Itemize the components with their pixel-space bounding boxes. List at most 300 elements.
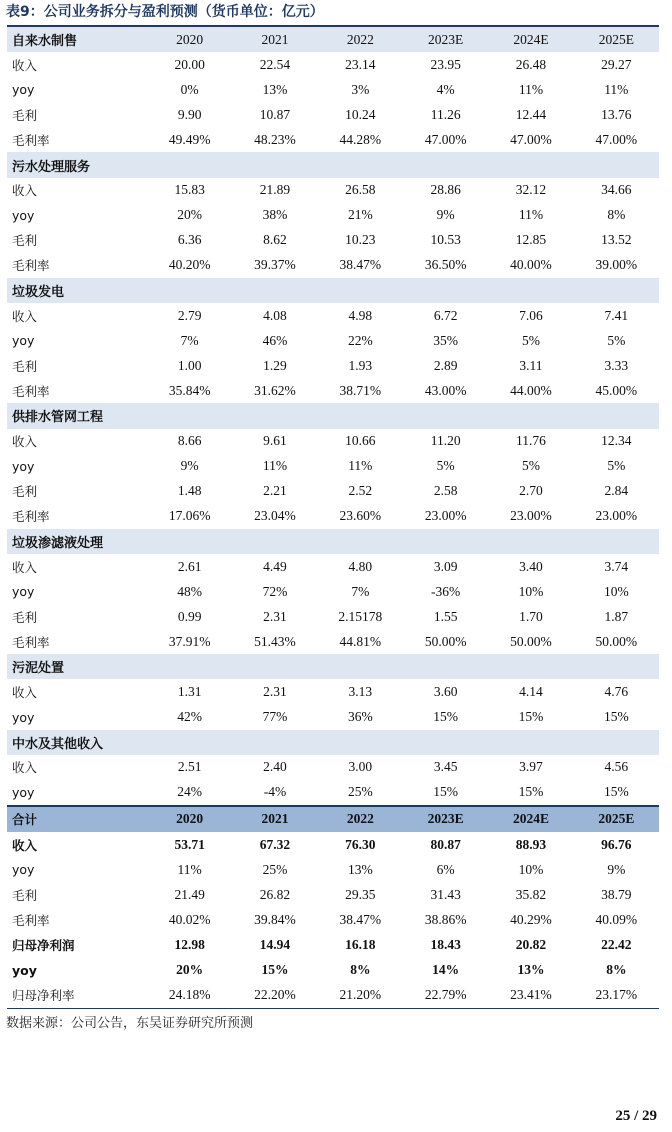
table-row: [7, 102, 659, 127]
table-row: [7, 705, 659, 730]
row-value: 21.20%: [318, 983, 403, 1009]
row-value: 23.00%: [424, 508, 467, 524]
row-label: 收入: [12, 837, 38, 853]
row-value: 15%: [603, 709, 629, 725]
row-value: 15%: [518, 784, 544, 800]
row-value: -4%: [263, 784, 287, 800]
row-value: 38.79: [601, 886, 632, 902]
row-value: 23.00%: [595, 508, 638, 524]
row-value: 34.66: [601, 182, 632, 198]
row-label: 毛利: [12, 358, 38, 374]
row-label: yoy: [12, 784, 35, 800]
year-header: 2025E: [574, 27, 659, 52]
row-value: 38.86%: [424, 911, 467, 927]
row-value: 4.76: [604, 683, 629, 699]
row-value: 25%: [347, 784, 373, 800]
section-header-blank: [318, 730, 403, 755]
section-header-blank: [147, 730, 232, 755]
table-row: [7, 629, 659, 654]
row-value: 37.91%: [168, 633, 211, 649]
row-value: 9.90: [177, 106, 202, 122]
row-value: 4.98: [348, 307, 373, 323]
row-label: 毛利: [12, 233, 38, 249]
section-header: [7, 654, 659, 679]
section-header-blank: [488, 152, 573, 177]
row-value: 50.00%: [424, 633, 467, 649]
row-label: 归母净利率: [7, 983, 147, 1009]
row-value: 10%: [518, 583, 544, 599]
row-value: 1.93: [348, 357, 373, 373]
row-value: 3.00: [348, 759, 373, 775]
row-value: 88.93: [515, 836, 547, 852]
row-value: 11%: [604, 81, 629, 97]
row-value: 20%: [176, 962, 204, 978]
row-value: 2.84: [604, 483, 629, 499]
row-value: 38.47%: [339, 257, 382, 273]
row-value: 72%: [262, 583, 288, 599]
row-value: 11.76: [516, 433, 546, 449]
row-value: 8.62: [263, 232, 287, 248]
section-header-blank: [488, 730, 573, 755]
row-value: 13.76: [601, 106, 632, 122]
row-value: 3.11: [519, 357, 543, 373]
row-value: 12.44: [515, 106, 547, 122]
section-header-blank: [232, 529, 317, 554]
row-value: 1.29: [263, 357, 287, 373]
row-value: 1.87: [604, 608, 629, 624]
total-row: [7, 857, 659, 882]
row-label: 收入: [12, 684, 38, 700]
row-value: 16.18: [345, 936, 376, 952]
table-row: [7, 203, 659, 228]
row-value: 36%: [347, 709, 373, 725]
row-value: 11.26: [430, 106, 461, 122]
section-header-blank: [488, 278, 573, 303]
row-value: 9%: [607, 861, 626, 877]
section-header-blank: [403, 529, 488, 554]
row-value: 76.30: [345, 836, 376, 852]
row-label: 毛利率: [12, 383, 50, 399]
year-header: 2021: [232, 806, 317, 832]
section-header-blank: [318, 278, 403, 303]
row-label: 收入: [12, 559, 38, 575]
row-value: 22.42: [601, 936, 632, 952]
row-value: 35.82: [515, 886, 547, 902]
row-value: 6.72: [433, 307, 458, 323]
section-header-blank: [574, 730, 659, 755]
row-value: 35%: [433, 332, 459, 348]
table-row: [7, 253, 659, 278]
section-header-blank: [488, 403, 573, 428]
row-value: 22.54: [259, 56, 291, 72]
row-value: 2.58: [433, 483, 458, 499]
row-value: 67.32: [259, 836, 291, 852]
row-value: 12.34: [601, 433, 632, 449]
row-value: 26.82: [259, 886, 291, 902]
row-value: 42%: [177, 709, 203, 725]
row-value: 11.20: [430, 433, 461, 449]
row-value: 80.87: [430, 836, 461, 852]
section-header-blank: [318, 152, 403, 177]
row-value: 20.00: [174, 56, 205, 72]
row-value: 43.00%: [424, 382, 467, 398]
row-value: 11%: [518, 81, 544, 97]
row-value: 15%: [433, 709, 459, 725]
section-header-blank: [232, 730, 317, 755]
row-value: 18.43: [430, 936, 461, 952]
row-label: 毛利率: [12, 509, 50, 525]
row-value: 51.43%: [254, 633, 296, 649]
table-row: [7, 554, 659, 579]
table-row: [7, 378, 659, 403]
row-value: 48.23%: [254, 131, 296, 147]
row-value: 13.52: [601, 232, 632, 248]
row-value: 38%: [262, 207, 288, 223]
row-value: 11%: [262, 458, 288, 474]
row-value: 4.49: [263, 558, 287, 574]
row-value: 28.86: [430, 182, 461, 198]
table-row: [7, 228, 659, 253]
section-header-blank: [318, 529, 403, 554]
row-value: 38.47%: [339, 911, 382, 927]
row-value: 4.56: [604, 759, 629, 775]
row-value: 40.20%: [168, 257, 211, 273]
row-value: 0%: [180, 81, 199, 97]
row-value: 2.79: [177, 307, 202, 323]
section-header-blank: [574, 654, 659, 679]
table-row: [7, 604, 659, 629]
row-value: 29.35: [345, 886, 376, 902]
row-value: 23.00%: [510, 508, 552, 524]
table-row: [7, 454, 659, 479]
row-value: 14%: [432, 962, 460, 978]
row-value: 35.84%: [168, 382, 211, 398]
row-value: -36%: [431, 583, 461, 599]
row-value: 50.00%: [510, 633, 552, 649]
row-value: 25%: [262, 861, 288, 877]
row-value: 3.74: [604, 558, 629, 574]
row-value: 23.17%: [574, 983, 659, 1009]
data-source-note: 数据来源：公司公告，东吴证券研究所预测: [6, 1016, 254, 1031]
table-row: [7, 504, 659, 529]
section-header-blank: [403, 403, 488, 428]
row-value: 1.31: [177, 683, 202, 699]
table-row: [7, 780, 659, 806]
row-value: 15.83: [174, 182, 205, 198]
row-value: 23.04%: [254, 508, 296, 524]
row-value: 8%: [607, 207, 626, 223]
row-value: 24.18%: [147, 983, 232, 1009]
row-label: 收入: [12, 183, 38, 199]
row-value: 38.71%: [339, 382, 382, 398]
row-value: 3.13: [348, 683, 373, 699]
row-value: 31.43: [430, 886, 461, 902]
row-value: 4.14: [519, 683, 543, 699]
row-value: 2.15178: [338, 608, 383, 624]
row-value: 15%: [261, 962, 289, 978]
row-label: yoy: [12, 333, 35, 349]
section-header-blank: [232, 152, 317, 177]
section-title: 垃圾渗滤液处理: [7, 529, 147, 554]
table-row: [7, 303, 659, 328]
total-row: [7, 832, 659, 857]
total-row: [7, 957, 659, 982]
table-row: [7, 178, 659, 203]
section-header-blank: [403, 730, 488, 755]
section-header: [7, 152, 659, 177]
row-value: 39.84%: [254, 911, 296, 927]
row-value: 49.49%: [168, 131, 211, 147]
row-value: 9%: [180, 458, 199, 474]
row-value: 5%: [521, 458, 540, 474]
row-label: yoy: [12, 862, 35, 878]
section-header-blank: [574, 278, 659, 303]
section-header-blank: [403, 278, 488, 303]
row-value: 22.79%: [403, 983, 488, 1009]
row-value: 13%: [262, 81, 288, 97]
row-value: 2.70: [519, 483, 543, 499]
year-header: 2025E: [574, 806, 659, 832]
row-value: 7.06: [519, 307, 543, 323]
row-value: 12.98: [174, 936, 205, 952]
row-value: 47.00%: [510, 131, 552, 147]
row-value: 17.06%: [168, 508, 211, 524]
section-header: [7, 403, 659, 428]
section-header-blank: [488, 529, 573, 554]
row-label: 收入: [12, 57, 38, 73]
row-label: yoy: [12, 82, 35, 98]
section-header-blank: [147, 403, 232, 428]
table-caption: 表9：公司业务拆分与盈利预测（货币单位：亿元）: [6, 4, 324, 20]
table-row: [7, 52, 659, 77]
row-value: 4.08: [263, 307, 287, 323]
row-value: 44.00%: [510, 382, 552, 398]
row-value: 14.94: [259, 936, 291, 952]
row-value: 2.52: [348, 483, 373, 499]
row-label: 毛利率: [12, 634, 50, 650]
row-value: 23.41%: [488, 983, 573, 1009]
row-value: 10.24: [345, 106, 376, 122]
row-value: 47.00%: [424, 131, 467, 147]
total-row: [7, 907, 659, 932]
row-value: 11%: [348, 458, 373, 474]
row-value: 12.85: [515, 232, 547, 248]
row-value: 8%: [350, 962, 371, 978]
row-value: 1.55: [433, 608, 458, 624]
table-row: [7, 429, 659, 454]
row-value: 2.31: [263, 608, 287, 624]
row-label: 毛利: [12, 107, 38, 123]
row-value: 39.37%: [254, 257, 296, 273]
section-header-blank: [488, 654, 573, 679]
section-header-blank: [403, 152, 488, 177]
row-value: 22%: [347, 332, 373, 348]
section-title: 中水及其他收入: [7, 730, 147, 755]
forecast-table: [7, 27, 659, 1009]
section-header-blank: [232, 403, 317, 428]
row-value: 13%: [347, 861, 373, 877]
row-label: 收入: [12, 308, 38, 324]
row-value: 40.00%: [510, 257, 552, 273]
row-value: 40.29%: [510, 911, 552, 927]
year-header: 2022: [318, 27, 403, 52]
section-title: 污水处理服务: [7, 152, 147, 177]
section-title: 自来水制售: [7, 27, 147, 52]
row-value: 20.82: [515, 936, 547, 952]
section-header: [7, 27, 659, 52]
row-value: 29.27: [601, 56, 632, 72]
year-header: 2021: [232, 27, 317, 52]
row-value: 48%: [177, 583, 203, 599]
row-label: yoy: [12, 207, 35, 223]
row-value: 10.23: [345, 232, 376, 248]
row-label: yoy: [12, 458, 35, 474]
row-value: 44.81%: [339, 633, 382, 649]
row-value: 20%: [177, 207, 203, 223]
year-header: 2023E: [403, 806, 488, 832]
row-label: 毛利: [12, 887, 38, 903]
row-value: 7.41: [604, 307, 629, 323]
row-value: 21%: [347, 207, 373, 223]
row-value: 44.28%: [339, 131, 382, 147]
row-value: 1.00: [177, 357, 202, 373]
table-row: [7, 127, 659, 152]
section-header-blank: [147, 654, 232, 679]
row-value: 23.60%: [339, 508, 382, 524]
row-value: 39.00%: [595, 257, 638, 273]
row-label: yoy: [12, 709, 35, 725]
row-value: 26.58: [345, 182, 376, 198]
row-label: 毛利率: [12, 132, 50, 148]
row-value: 3%: [351, 81, 370, 97]
row-value: 10.53: [430, 232, 461, 248]
row-value: 3.60: [433, 683, 458, 699]
row-value: 4.80: [348, 558, 373, 574]
table-row: [7, 479, 659, 504]
section-header-blank: [147, 278, 232, 303]
row-label: 收入: [12, 760, 38, 776]
section-header-blank: [147, 529, 232, 554]
row-value: 2.40: [263, 759, 287, 775]
row-value: 6.36: [177, 232, 202, 248]
row-value: 2.61: [177, 558, 202, 574]
section-title: 供排水管网工程: [7, 403, 147, 428]
section-header-blank: [403, 654, 488, 679]
row-value: 31.62%: [254, 382, 296, 398]
year-header: 2020: [147, 806, 232, 832]
row-value: 13%: [517, 962, 545, 978]
section-header-blank: [318, 654, 403, 679]
row-value: 3.97: [519, 759, 543, 775]
row-value: 3.33: [604, 357, 629, 373]
section-header-blank: [574, 529, 659, 554]
row-value: 53.71: [174, 836, 205, 852]
section-header-blank: [574, 152, 659, 177]
row-value: 47.00%: [595, 131, 638, 147]
row-value: 11%: [518, 207, 544, 223]
row-value: 45.00%: [595, 382, 638, 398]
row-value: 9%: [436, 207, 455, 223]
row-value: 2.31: [263, 683, 287, 699]
row-value: 3.45: [433, 759, 458, 775]
row-value: 32.12: [515, 182, 547, 198]
row-label: 毛利: [12, 484, 38, 500]
row-value: 1.70: [519, 608, 543, 624]
row-label: 收入: [12, 434, 38, 450]
table-row: [7, 679, 659, 704]
row-value: 2.51: [177, 759, 202, 775]
row-value: 26.48: [515, 56, 547, 72]
row-value: 23.14: [345, 56, 376, 72]
row-value: 5%: [521, 332, 540, 348]
row-label: 毛利率: [12, 258, 50, 274]
row-value: 10%: [603, 583, 629, 599]
section-header-blank: [232, 654, 317, 679]
row-label: 归母净利润: [12, 937, 75, 953]
row-value: 10.87: [259, 106, 291, 122]
row-value: 15%: [603, 784, 629, 800]
row-value: 40.02%: [168, 911, 211, 927]
row-value: 7%: [180, 332, 199, 348]
row-value: 3.40: [519, 558, 543, 574]
row-value: 5%: [607, 458, 626, 474]
page-number: 25 / 29: [615, 1108, 657, 1124]
section-header: [7, 278, 659, 303]
row-value: 4%: [436, 81, 455, 97]
row-value: 96.76: [601, 836, 632, 852]
total-row: [7, 983, 659, 1009]
total-row: [7, 932, 659, 957]
row-value: 22.20%: [232, 983, 317, 1009]
table-row: [7, 755, 659, 780]
section-header-blank: [232, 278, 317, 303]
table-row: [7, 328, 659, 353]
table-row: [7, 579, 659, 604]
row-label: 毛利: [12, 609, 38, 625]
row-value: 5%: [607, 332, 626, 348]
row-label: yoy: [12, 962, 37, 978]
total-title: 合计: [7, 806, 147, 832]
year-header: 2020: [147, 27, 232, 52]
row-value: 15%: [518, 709, 544, 725]
year-header: 2024E: [488, 806, 573, 832]
row-value: 11%: [177, 861, 202, 877]
row-value: 77%: [262, 709, 288, 725]
row-value: 1.48: [177, 483, 202, 499]
row-value: 2.89: [433, 357, 458, 373]
row-value: 23.95: [430, 56, 461, 72]
row-value: 6%: [436, 861, 455, 877]
table-row: [7, 353, 659, 378]
section-header: [7, 529, 659, 554]
year-header: 2022: [318, 806, 403, 832]
section-header: [7, 730, 659, 755]
row-value: 46%: [262, 332, 288, 348]
row-value: 21.89: [259, 182, 291, 198]
row-value: 8.66: [177, 433, 202, 449]
row-value: 36.50%: [424, 257, 467, 273]
total-header: [7, 806, 659, 832]
total-row: [7, 882, 659, 907]
row-value: 24%: [177, 784, 203, 800]
row-value: 15%: [433, 784, 459, 800]
section-header-blank: [147, 152, 232, 177]
table-row: [7, 77, 659, 102]
row-value: 10.66: [345, 433, 376, 449]
year-header: 2023E: [403, 27, 488, 52]
row-value: 2.21: [263, 483, 287, 499]
row-value: 8%: [606, 962, 627, 978]
